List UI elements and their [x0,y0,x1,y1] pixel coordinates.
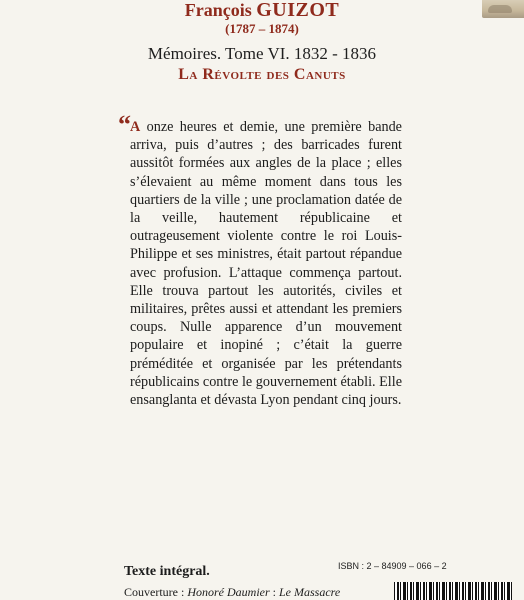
quote-initial: A [130,119,141,135]
cover-prefix: Couverture : [124,585,188,599]
barcode [394,582,512,600]
book-subtitle: La Révolte des Canuts [178,66,346,83]
author-first-name: François [184,0,252,20]
quote-body: onze heures et demie, une première bande arriva, puis d’autres ; des barricades furent aussitôt formées aux angles de la place ; elles s’élevaient au même moment dans tous les quartiers de la ville ; une proclamation datée de la veille, hautement républicaine et outrageusement violente contre le roi Louis-Philippe et ses ministres, était partout répandue avec profusion. L’attaque commença partout. Elle trouva partout les autorités, civiles et militaires, prêtes aussi et attendant les premiers coups. Nulle apparence d’un mouvement populaire et inopiné ; c’était la guerre préméditée et organisée par les prétendants républicains contre le gouvernement établi. Elle ensanglanta et dévasta Lyon pendant cinq jours. [130,119,402,409]
edition-label: Texte intégral. [124,564,210,579]
isbn: ISBN : 2 – 84909 – 066 – 2 [338,561,447,571]
cover-credit [124,585,340,600]
cover-title: Le Massacre [279,585,341,599]
quote-mark-icon: “ [118,110,131,139]
author-dates: (1787 – 1874) [225,21,299,36]
quote-text [130,118,402,409]
volume-title: Mémoires. Tome VI. 1832 - 1836 [147,44,377,63]
cover-separator: : [269,585,279,599]
edition-note [124,563,210,580]
author-name [0,0,524,20]
author-last-name: GUIZOT [256,0,340,21]
cover-artist: Honoré Daumier [187,585,270,599]
